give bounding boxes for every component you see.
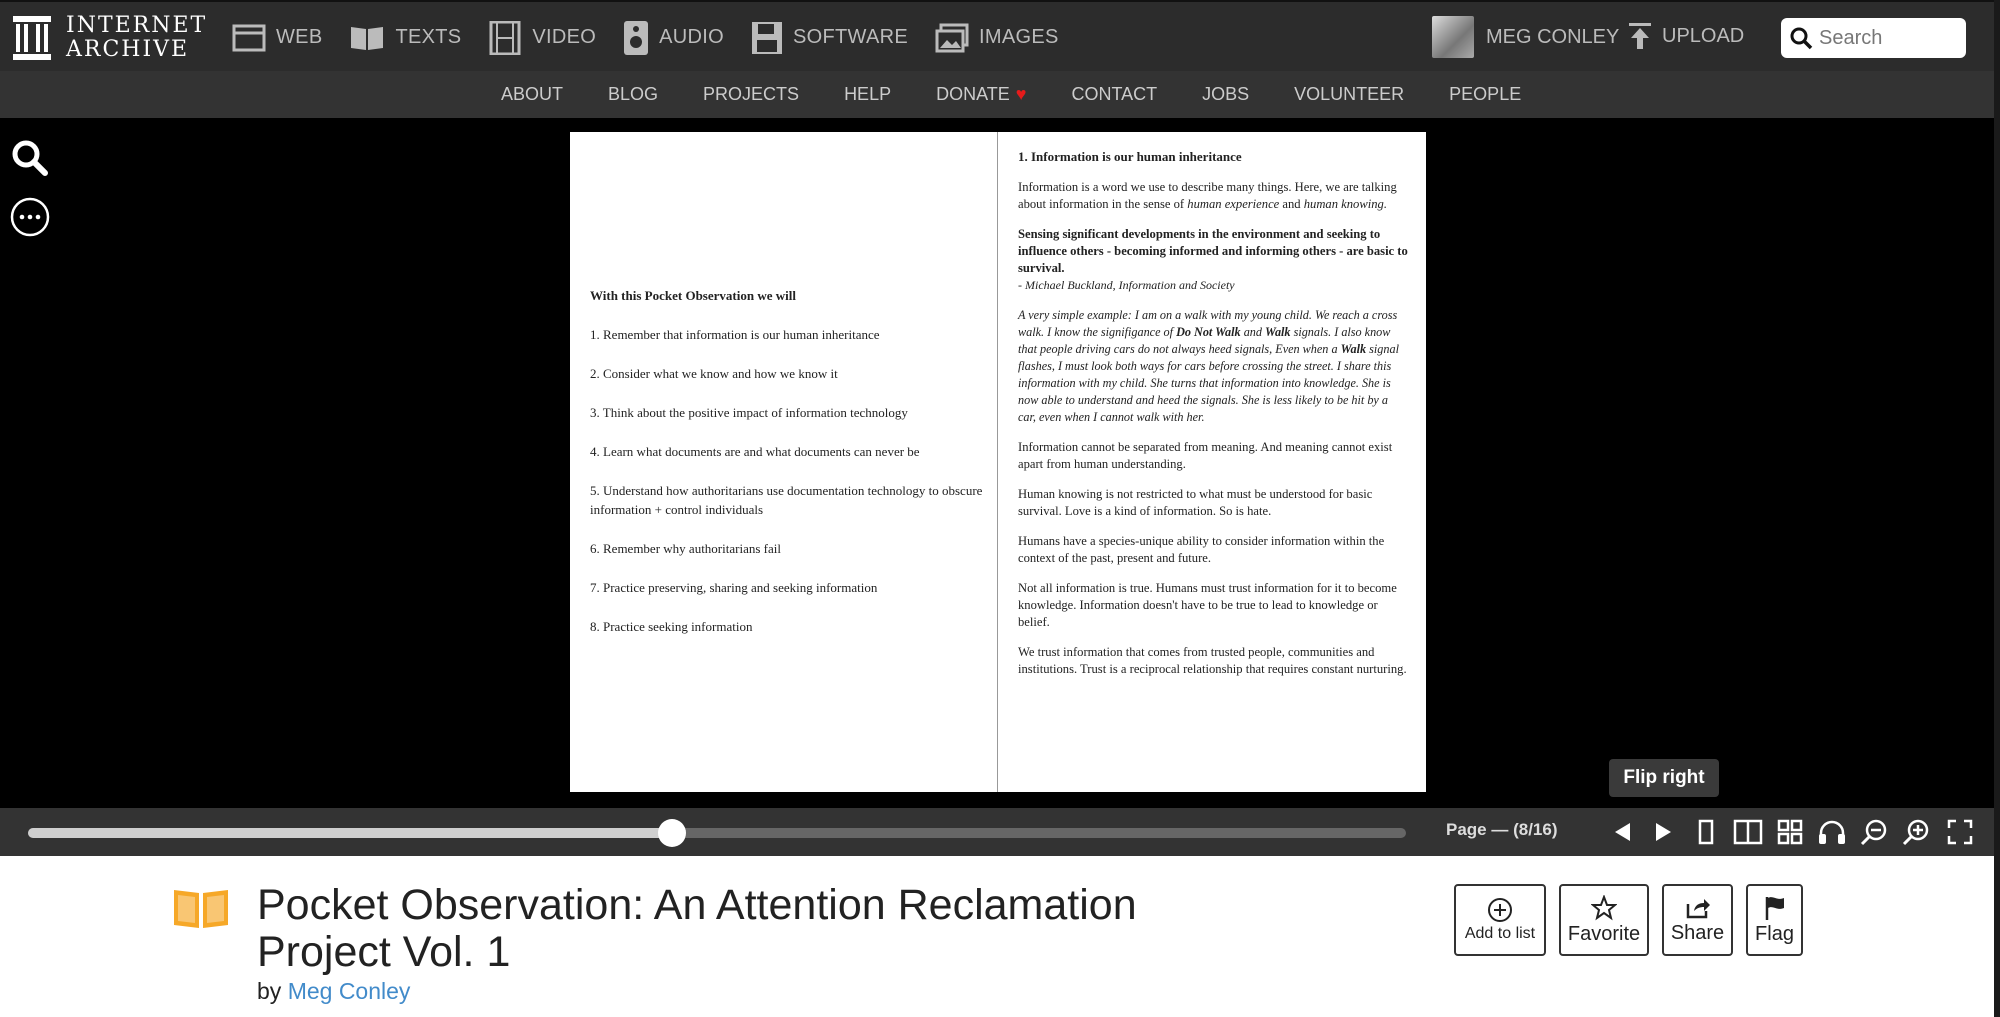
- upload-button[interactable]: [1628, 22, 1744, 50]
- thumbnail-view-button[interactable]: [1774, 818, 1806, 846]
- left-page[interactable]: [570, 132, 998, 792]
- goal-item: 8. Practice seeking information: [590, 619, 753, 634]
- nav-audio[interactable]: [623, 20, 724, 56]
- intro-paragraph: [1018, 179, 1408, 213]
- logo-line-2: ARCHIVE: [66, 37, 190, 62]
- nav-web-label: WEB: [276, 26, 323, 48]
- two-page-view-button[interactable]: [1732, 818, 1764, 846]
- two-page-icon: [1733, 819, 1763, 845]
- page-indicator: Page — (8/16): [1446, 820, 1558, 839]
- flip-right-tooltip: Flip right: [1609, 759, 1719, 797]
- subnav-about[interactable]: ABOUT: [501, 84, 564, 104]
- fullscreen-button[interactable]: [1944, 818, 1976, 846]
- nav-texts-label: TEXTS: [395, 26, 462, 48]
- item-byline: [257, 978, 410, 1005]
- internet-archive-logo[interactable]: [12, 14, 207, 62]
- body-paragraph: Information cannot be separated from meaning. And meaning cannot exist apart from human understanding.: [1018, 440, 1393, 471]
- reader-search-button[interactable]: [10, 138, 50, 178]
- body-paragraph: We trust information that comes from trusted people, communities and institutions. Trust is a reciprocal relationship that requires constant nurturing.: [1018, 645, 1407, 676]
- top-navigation-bar: [0, 0, 2000, 71]
- goal-item: 6. Remember why authoritarians fail: [590, 541, 781, 556]
- page-slider-progress: [28, 828, 672, 838]
- example-text: signal flashes, I must look both ways for cars before crossing the street. I share this information with my child. She turns that information into knowledge. She is now able to understand and heed the signals. She is less likely to be hit by a car, even when I cannot walk with her.: [1018, 342, 1399, 424]
- nav-images[interactable]: [935, 23, 1059, 53]
- avatar: [1432, 16, 1474, 58]
- one-page-view-button[interactable]: [1690, 818, 1722, 846]
- goal-item: 7. Practice preserving, sharing and seeking information: [590, 580, 878, 595]
- nav-video-label: VIDEO: [532, 26, 597, 48]
- read-aloud-button[interactable]: [1816, 818, 1848, 846]
- user-name: MEG CONLEY: [1486, 25, 1620, 48]
- web-icon: [232, 24, 266, 52]
- share-button[interactable]: [1662, 884, 1733, 956]
- subnav-people[interactable]: PEOPLE: [1449, 84, 1522, 104]
- secondary-nav: [0, 71, 2000, 118]
- quote: Sensing significant developments in the environment and seeking to influence others - becoming informed and informing others - are basic to survival.: [1018, 227, 1408, 275]
- search-icon: [10, 138, 50, 178]
- user-menu[interactable]: [1432, 16, 1619, 58]
- author-link[interactable]: Meg Conley: [287, 978, 411, 1004]
- nav-web[interactable]: [232, 24, 322, 52]
- body-paragraph: Human knowing is not restricted to what must be understood for basic survival. Love is a kind of information. So is hate.: [1018, 487, 1373, 518]
- example-paragraph: [1018, 307, 1408, 426]
- goal-item: 5. Understand how authoritarians use documentation technology to obscure information + control individuals: [590, 483, 983, 517]
- plus-circle-icon: [1487, 897, 1513, 923]
- subnav-donate[interactable]: [936, 84, 1026, 105]
- nav-video[interactable]: [488, 21, 596, 55]
- right-page[interactable]: [998, 132, 1426, 792]
- quote-source: - Michael Buckland, Information and Society: [1018, 278, 1235, 292]
- triangle-right-icon: [1654, 821, 1674, 843]
- single-page-icon: [1698, 819, 1714, 845]
- book-spread: [570, 132, 1426, 792]
- subnav-blog[interactable]: BLOG: [608, 84, 659, 104]
- secondary-nav-items: [501, 71, 1566, 118]
- window-edge: [1994, 0, 2000, 1017]
- nav-software-label: SOFTWARE: [793, 26, 909, 48]
- intro-text: and: [1279, 197, 1304, 211]
- image-icon: [935, 23, 969, 53]
- example-emphasis: Do Not Walk: [1176, 325, 1241, 339]
- flip-left-button[interactable]: [1606, 818, 1638, 846]
- subnav-projects[interactable]: PROJECTS: [703, 84, 800, 104]
- zoom-in-button[interactable]: [1900, 818, 1932, 846]
- byline-prefix: by: [257, 978, 282, 1004]
- headphones-icon: [1817, 819, 1847, 845]
- goal-item: 2. Consider what we know and how we know it: [590, 366, 838, 381]
- example-emphasis: Walk: [1265, 325, 1291, 339]
- logo-line-1: INTERNET: [66, 13, 208, 38]
- nav-audio-label: AUDIO: [659, 26, 725, 48]
- share-label: Share: [1670, 921, 1725, 944]
- search-input[interactable]: [1819, 27, 1959, 50]
- texts-icon: [172, 886, 230, 935]
- example-text: signals. I also know that people driving cars do not always heed signals, Even when a: [1018, 325, 1391, 356]
- nav-software[interactable]: [751, 21, 908, 55]
- example-text: A very simple example: I am on a walk with my young child. We reach a cross walk. I know the signifigance of: [1018, 308, 1398, 339]
- add-to-list-button[interactable]: [1454, 884, 1546, 956]
- left-page-title: With this Pocket Observation we will: [590, 288, 796, 303]
- page-slider[interactable]: [28, 828, 1406, 838]
- star-icon: [1591, 895, 1617, 921]
- intro-emphasis: human experience: [1187, 197, 1280, 211]
- heart-icon: ♥: [1015, 84, 1027, 104]
- body-paragraph: Not all information is true. Humans must trust information for it to become knowledge. Information doesn't have to be true to lead to knowledge or belief.: [1018, 581, 1397, 629]
- share-icon: [1685, 896, 1711, 920]
- flag-label: Flag: [1755, 922, 1794, 945]
- more-options-icon: [10, 197, 50, 237]
- right-page-title: 1. Information is our human inheritance: [1018, 149, 1242, 164]
- goal-item: 4. Learn what documents are and what documents can never be: [590, 444, 920, 459]
- film-icon: [488, 21, 522, 55]
- fullscreen-icon: [1947, 819, 1973, 845]
- zoom-out-icon: [1860, 818, 1888, 846]
- flag-button[interactable]: [1746, 884, 1803, 956]
- search-icon: [1789, 26, 1813, 50]
- body-paragraph: Humans have a species-unique ability to consider information within the context of the past, present and future.: [1018, 534, 1385, 565]
- item-title: Pocket Observation: An Attention Reclamation Project Vol. 1: [257, 881, 1137, 976]
- example-text: and: [1240, 325, 1266, 339]
- zoom-out-button[interactable]: [1858, 818, 1890, 846]
- upload-label: UPLOAD: [1662, 24, 1745, 47]
- subnav-jobs[interactable]: JOBS: [1202, 84, 1250, 104]
- subnav-volunteer[interactable]: VOLUNTEER: [1294, 84, 1405, 104]
- grid-icon: [1777, 819, 1803, 845]
- example-emphasis: Walk: [1340, 342, 1367, 356]
- intro-text: Information is a word we use to describe many things. Here, we are talking about information in the sense of: [1018, 180, 1397, 211]
- book-icon: [349, 24, 385, 52]
- goal-item: 1. Remember that information is our human inheritance: [590, 327, 880, 342]
- nav-images-label: IMAGES: [979, 26, 1059, 48]
- goal-item: 3. Think about the positive impact of information technology: [590, 405, 908, 420]
- media-type-nav: [232, 2, 1086, 73]
- subnav-donate-label: DONATE: [936, 84, 1010, 104]
- archive-building-icon: [12, 16, 52, 60]
- logo-wordmark: [66, 14, 207, 62]
- search-box[interactable]: [1781, 18, 1966, 58]
- flag-icon: [1763, 895, 1787, 921]
- speaker-icon: [623, 20, 649, 56]
- add-to-list-label: Add to list: [1464, 925, 1536, 942]
- item-details: [0, 856, 2000, 1017]
- intro-emphasis: human knowing.: [1303, 197, 1387, 211]
- upload-icon: [1628, 22, 1652, 50]
- page-slider-handle[interactable]: [658, 819, 686, 847]
- nav-texts[interactable]: [349, 24, 461, 52]
- zoom-in-icon: [1902, 818, 1930, 846]
- favorite-button[interactable]: [1559, 884, 1649, 956]
- triangle-left-icon: [1612, 821, 1632, 843]
- subnav-contact[interactable]: CONTACT: [1071, 84, 1158, 104]
- flip-right-button[interactable]: [1648, 818, 1680, 846]
- reader-controls: [0, 808, 2000, 856]
- subnav-help[interactable]: HELP: [844, 84, 892, 104]
- book-reader: [0, 118, 2000, 808]
- favorite-label: Favorite: [1567, 922, 1641, 945]
- reader-more-button[interactable]: [10, 197, 50, 237]
- floppy-icon: [751, 21, 783, 55]
